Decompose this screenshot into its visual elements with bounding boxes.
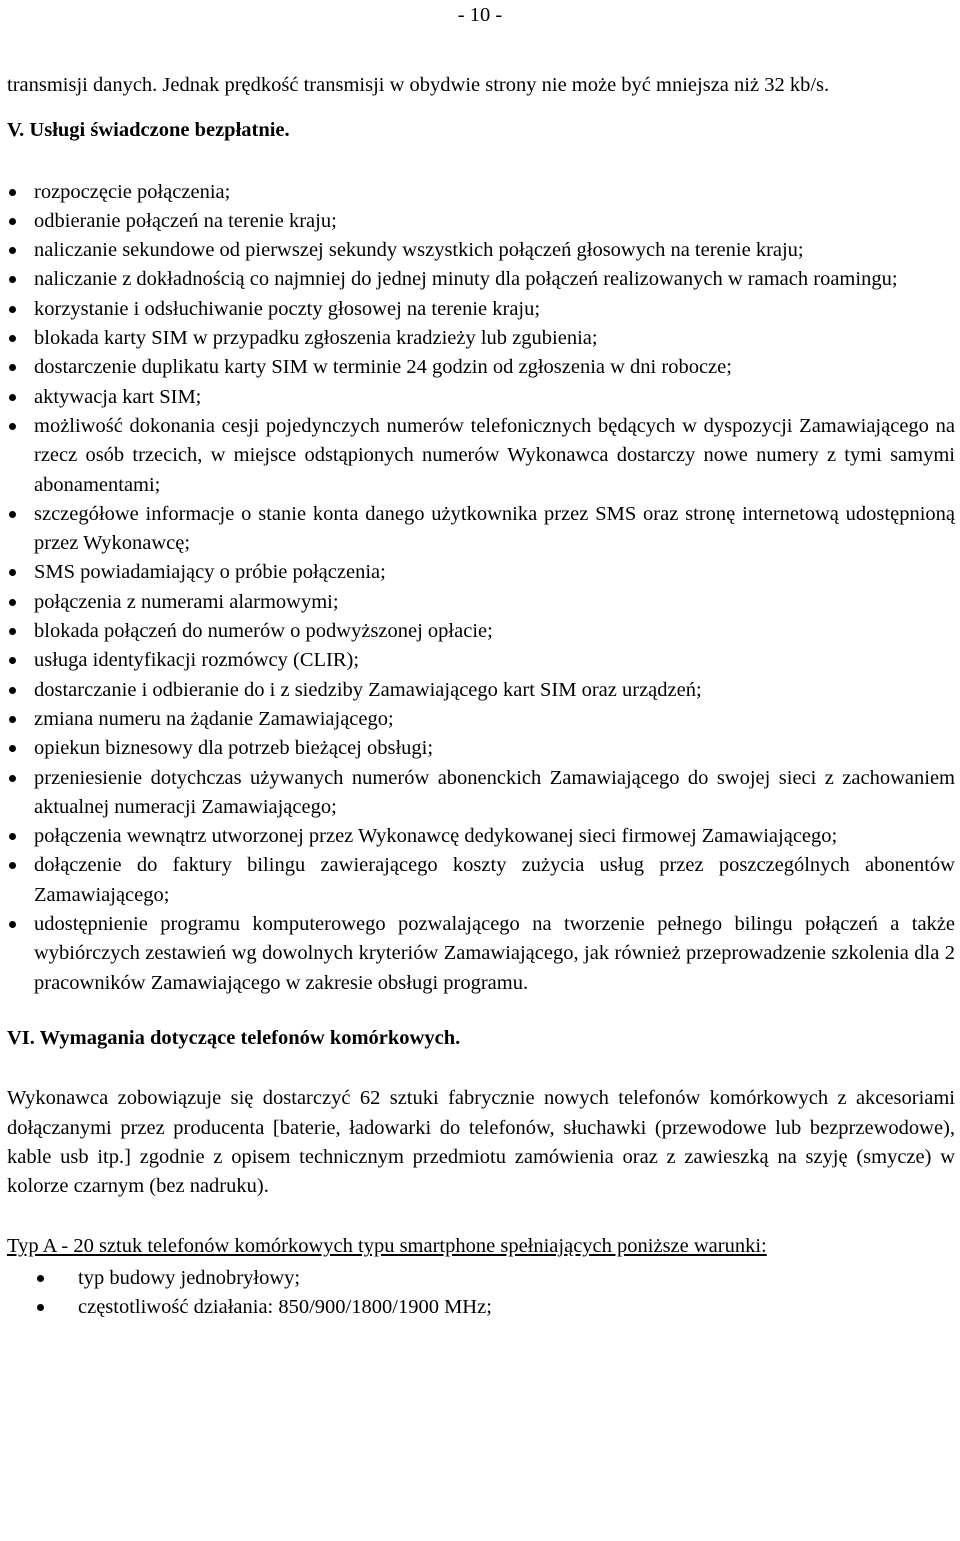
- section-6-heading: VI. Wymagania dotyczące telefonów komórkowych.: [7, 1026, 461, 1049]
- list-item: odbieranie połączeń na terenie kraju;: [7, 207, 955, 236]
- list-item: dołączenie do faktury bilingu zawierającego koszty zużycia usług przez poszczególnych abonentów Zamawiającego;: [7, 851, 955, 910]
- list-item: typ budowy jednobryłowy;: [7, 1264, 955, 1293]
- list-item: korzystanie i odsłuchiwanie poczty głosowej na terenie kraju;: [7, 295, 955, 324]
- list-item: przeniesienie dotychczas używanych numerów abonenckich Zamawiającego do swojej sieci z zachowaniem aktualnej numeracji Zamawiającego;: [7, 764, 955, 823]
- list-item: naliczanie z dokładnością co najmniej do jednej minuty dla połączeń realizowanych w ramach roamingu;: [7, 265, 955, 294]
- list-item: naliczanie sekundowe od pierwszej sekundy wszystkich połączeń głosowych na terenie kraju;: [7, 236, 955, 265]
- list-item: połączenia wewnątrz utworzonej przez Wykonawcę dedykowanej sieci firmowej Zamawiającego;: [7, 822, 955, 851]
- list-item: blokada połączeń do numerów o podwyższonej opłacie;: [7, 617, 955, 646]
- section-5-heading: V. Usługi świadczone bezpłatnie.: [7, 119, 290, 142]
- list-item: dostarczenie duplikatu karty SIM w terminie 24 godzin od zgłoszenia w dni robocze;: [7, 353, 955, 382]
- list-item: możliwość dokonania cesji pojedynczych numerów telefonicznych będących w dyspozycji Zamawiającego na rzecz osób trzecich, w miejsce odstąpionych numerów Wykonawca dostarczy nowe numery z tymi samymi abonamentami;: [7, 412, 955, 500]
- free-services-list: [7, 178, 955, 998]
- list-item: blokada karty SIM w przypadku zgłoszenia kradzieży lub zgubienia;: [7, 324, 955, 353]
- list-item: szczegółowe informacje o stanie konta danego użytkownika przez SMS oraz stronę internetową udostępnioną przez Wykonawcę;: [7, 500, 955, 559]
- document-body: [7, 71, 955, 1322]
- list-item: zmiana numeru na żądanie Zamawiającego;: [7, 705, 955, 734]
- list-item: opiekun biznesowy dla potrzeb bieżącej obsługi;: [7, 734, 955, 763]
- list-item: połączenia z numerami alarmowymi;: [7, 588, 955, 617]
- intro-paragraph: transmisji danych. Jednak prędkość transmisji w obydwie strony nie może być mniejsza niż 32 kb/s.: [7, 74, 830, 96]
- type-a-heading: Typ A - 20 sztuk telefonów komórkowych typu smartphone spełniających poniższe warunki:: [7, 1235, 767, 1258]
- list-item: dostarczanie i odbieranie do i z siedziby Zamawiającego kart SIM oraz urządzeń;: [7, 676, 955, 705]
- list-item: usługa identyfikacji rozmówcy (CLIR);: [7, 646, 955, 675]
- phones-paragraph: Wykonawca zobowiązuje się dostarczyć 62 sztuki fabrycznie nowych telefonów komórkowych z akcesoriami dołączanymi przez producenta [baterie, ładowarki do telefonów, słuchawki (przewodowe lub bezprzewodowe), kable usb itp.] zgodnie z opisem technicznym przedmiotu zamówienia oraz z zawieszką na szyję (smycze) w kolorze czarnym (bez nadruku).: [7, 1087, 955, 1198]
- list-item: aktywacja kart SIM;: [7, 383, 955, 412]
- list-item: rozpoczęcie połączenia;: [7, 178, 955, 207]
- page-number: - 10 -: [457, 4, 503, 26]
- list-item: SMS powiadamiający o próbie połączenia;: [7, 558, 955, 587]
- type-a-requirements-list: [7, 1264, 955, 1323]
- list-item: udostępnienie programu komputerowego pozwalającego na tworzenie pełnego bilingu połączeń a także wybiórczych zestawień wg dowolnych kryteriów Zamawiającego, jak również przeprowadzenie szkolenia dla 2 pracowników Zamawiającego w zakresie obsługi programu.: [7, 910, 955, 998]
- list-item: częstotliwość działania: 850/900/1800/1900 MHz;: [7, 1293, 955, 1322]
